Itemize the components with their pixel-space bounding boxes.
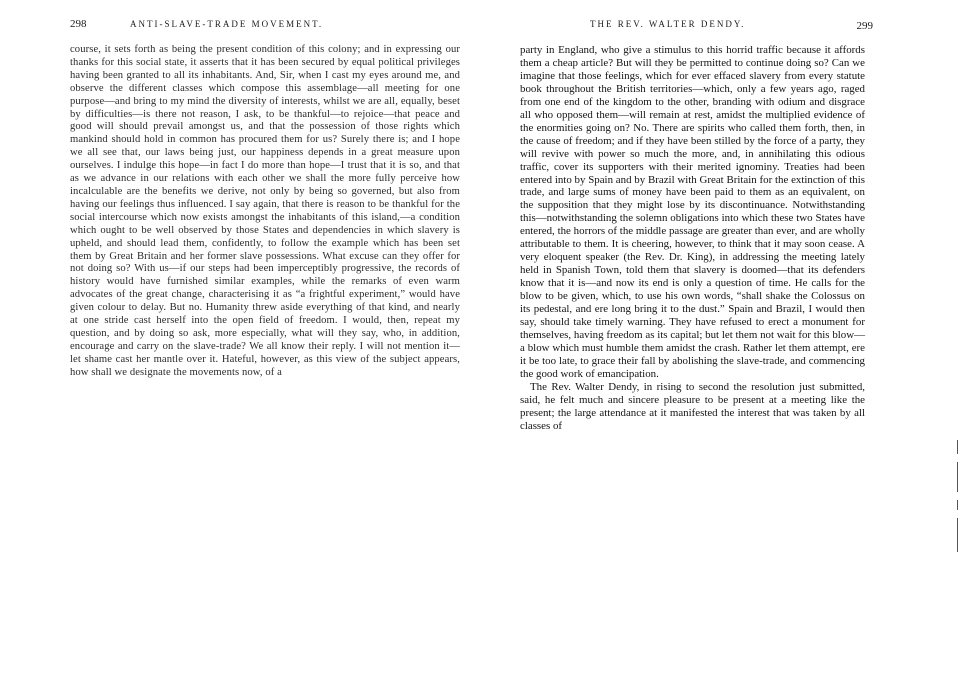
right-paragraph-2: The Rev. Walter Dendy, in rising to second the resolution just submitted, said, he felt much and sincere pleasure to be present at a meeting like the present; the large attendance at it manifested the interest that was taken by all classes of bbox=[520, 380, 865, 432]
left-body-text bbox=[70, 44, 460, 380]
left-running-title: ANTI-SLAVE-TRADE MOVEMENT. bbox=[130, 19, 324, 29]
left-page-number: 298 bbox=[70, 18, 87, 30]
left-paragraph-1: course, it sets forth as being the present condition of this colony; and in expressing our thanks for this social state, it asserts that it has been secured by equal political privileges having been granted to all its inhabitants. And, Sir, when I cast my eyes around me, and observe the different classes which compose this assemblage—all meeting for one purpose—and bring to my mind the diversity of interests, whilst we are all, equally, beset by difficulties—is there not reason, I ask, to be thankful—to rejoice—that peace and good will should prevail amongst us, and that the possession of those rights which mankind should hold in common has procured them for us? Surely there is; and I hope we all see that, our laws being just, our happiness depends in a great measure upon ourselves. I indulge this hope—in fact I do more than hope—I trust that it is so, and that as we advance in our relations with each other we shall the more fully perceive how incalculable are the benefits we derive, not only by being so governed, but also from having our feelings thus influenced. I say again, that there is reason to be thankful for the social intercourse which now exists amongst the inhabitants of this island,—a condition which ought to be well observed by those States and dependencies in which slavery is upheld, and should lead them, confidently, to follow the example which has been set them by Great Britain and her former slave possessions. What excuse can they offer for not doing so? With us—if our steps had been imperceptibly progressive, the records of history would have furnished similar examples, while the remarks of even warm advocates of the great change, characterising it as “a frightful experiment,” would have given colour to delay. But no. Humanity threw aside everything of that kind, and nearly at one stride cast herself into the open field of freedom. I would, then, repeat my question, and by doing so ask, more especially, what will they say, who, in addition, encourage and carry on the slave-trade? We all know their reply. I will not mention it—let shame cast her mantle over it. Hateful, however, as this view of the subject appears, how shall we designate the movements now, of a bbox=[70, 44, 460, 378]
right-running-head bbox=[520, 18, 873, 32]
right-running-title: THE REV. WALTER DENDY. bbox=[590, 19, 746, 29]
page-edge-marks bbox=[955, 440, 961, 560]
right-paragraph-1: party in England, who give a stimulus to this horrid traffic because it affords them a cheap article? But will they be permitted to continue doing so? Can we imagine that those feelings, which for ever effaced slavery from every statute book throughout the British territories—which, only a few years ago, raged from one end of the kingdom to the other, branding with odium and disgrace all who opposed them—will remain at rest, amidst the multiplied evidence of the enormities going on? No. There are spirits who called them forth, then, in the cause of freedom; and if they have been stilled by the force of a party, they will revive with power so much the more, and, in annihilating this odious traffic, cover its supporters with their merited ignominy. Treaties had been entered into by Spain and by Brazil with Great Britain for the extinction of this trade, and large sums of money have been paid to them as an equivalent, on the supposition that they might lose by its discontinuance. Notwithstanding this—notwithstanding the solemn obligations into which these two States have entered, the horrors of the middle passage are greater than ever, and are wholly attributable to them. It is cheering, however, to think that it may soon cease. A very eloquent speaker (the Rev. Dr. King), in addressing the meeting lately held in Spanish Town, told them that slavery is doomed—that its defenders know that it is—and now its end is only a question of time. He calls for the blow to be given, which, to use his own words, “shall shake the Colossus on its pedestal, and ere long bring it to the dust.” Spain and Brazil, I would then say, should take timely warning. They have refused to erect a monument for themselves, having freedom as its capital; but let them not wait for this blow—a blow which must humble them amidst the crash. Rather let them attempt, ere it be too late, to grace their fall by abolishing the slave-trade, and commencing the good work of emancipation. bbox=[520, 44, 865, 380]
right-page bbox=[520, 0, 873, 683]
right-body-text bbox=[520, 44, 865, 433]
right-page-number: 299 bbox=[856, 20, 873, 32]
left-page bbox=[70, 0, 460, 683]
left-running-head bbox=[70, 18, 460, 32]
